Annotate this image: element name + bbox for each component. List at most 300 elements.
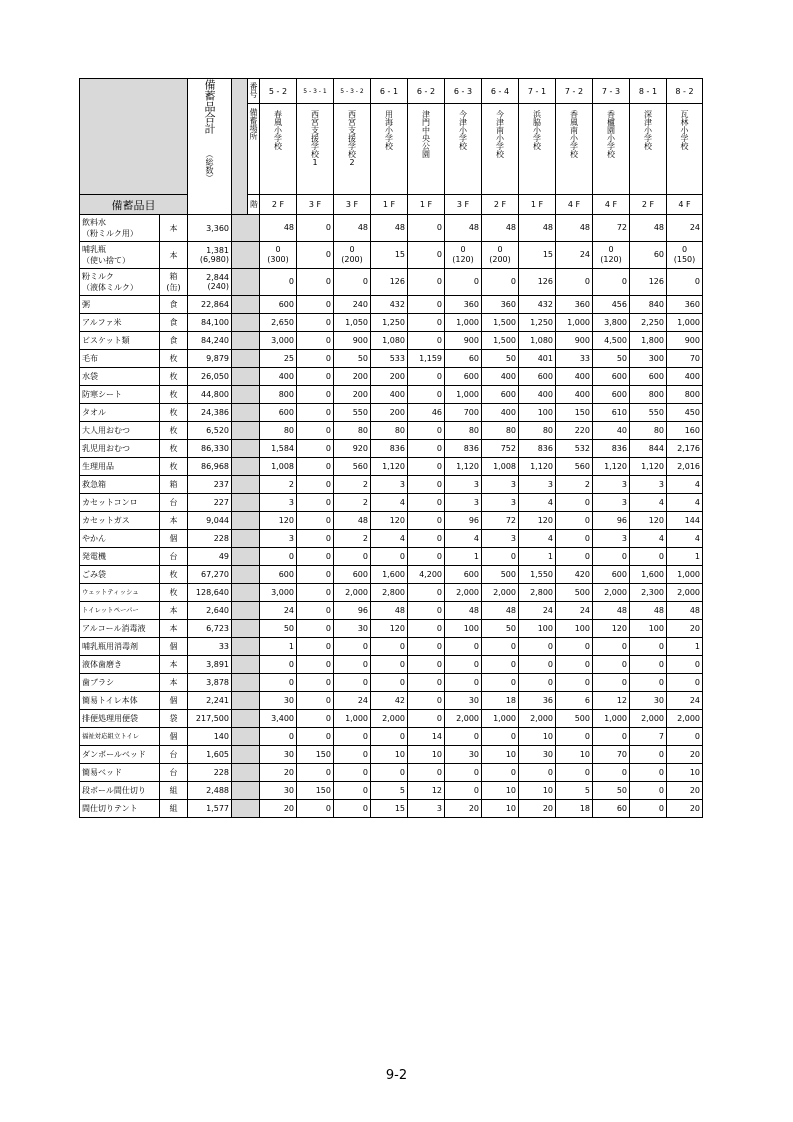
- cell-value: [260, 746, 297, 764]
- column-floor: 1 F: [371, 195, 408, 215]
- cell-value-text: 560: [574, 461, 590, 471]
- cell-value-text: 48: [653, 223, 664, 232]
- cell-value-text: 3: [510, 533, 516, 543]
- table-row: [80, 350, 703, 368]
- cell-value: [408, 404, 445, 422]
- item-total-text: 24,386: [201, 408, 229, 417]
- item-total-text: 140: [213, 732, 229, 741]
- cell-value-text: 0: [325, 533, 331, 543]
- cell-value-text: 400: [574, 371, 590, 381]
- item-total-text: 49: [218, 552, 229, 561]
- column-code: 6 - 1: [371, 79, 408, 104]
- item-unit-text: 枚: [169, 444, 178, 453]
- cell-value-text: 610: [611, 407, 627, 417]
- cell-value-text: 2: [362, 479, 368, 489]
- cell-value: [630, 710, 667, 728]
- cell-value-text: 12: [616, 695, 627, 705]
- item-unit: [160, 476, 188, 494]
- cell-value-text: 24: [357, 695, 368, 705]
- cell-value: [371, 746, 408, 764]
- cell-value: [445, 314, 482, 332]
- item-total-text: 84,100: [201, 318, 229, 327]
- cell-value: [667, 368, 703, 386]
- number-label: 番号: [249, 82, 258, 98]
- cell-value: [667, 242, 703, 269]
- cell-value-text: 48: [394, 223, 405, 232]
- cell-value-text: 4: [658, 533, 664, 543]
- column-location-label: 香風南小学校: [569, 110, 579, 158]
- cell-value-text: 844: [648, 443, 664, 453]
- cell-value-text: 0: [288, 277, 294, 286]
- cell-value: [593, 440, 630, 458]
- item-unit-text: 枚: [169, 570, 178, 579]
- cell-value: [445, 800, 482, 818]
- item-unit: [160, 782, 188, 800]
- cell-value: [445, 728, 482, 746]
- cell-value: [482, 602, 519, 620]
- cell-value: [445, 458, 482, 476]
- item-name-text: 福祉対応組立トイレ: [82, 732, 140, 740]
- cell-value-text: 96: [357, 605, 368, 615]
- item-total-text: 2,844: [206, 273, 229, 282]
- cell-value: [519, 368, 556, 386]
- cell-value: [297, 314, 334, 332]
- cell-value-text: 0: [694, 677, 700, 687]
- item-name: [80, 476, 160, 494]
- item-total: [188, 350, 232, 368]
- cell-value-text: 30: [283, 695, 294, 705]
- cell-value: [445, 494, 482, 512]
- cell-value: [408, 692, 445, 710]
- cell-value-text: 0: [399, 767, 405, 777]
- cell-value-text: 0: [473, 731, 479, 741]
- cell-value: [667, 296, 703, 314]
- cell-value: [482, 386, 519, 404]
- cell-value-text: 0: [325, 479, 331, 489]
- cell-value: [445, 242, 482, 269]
- cell-value: [556, 314, 593, 332]
- spacer-column: [232, 332, 260, 350]
- cell-value-text: 836: [611, 443, 627, 453]
- item-unit: [160, 458, 188, 476]
- cell-value: [667, 656, 703, 674]
- table-row: [80, 314, 703, 332]
- cell-value-text: 24: [283, 605, 294, 615]
- cell-value-text: 7: [658, 731, 664, 741]
- item-total-text: 9,044: [206, 516, 229, 525]
- cell-value: [371, 566, 408, 584]
- cell-value-text: 30: [468, 695, 479, 705]
- cell-value: [334, 530, 371, 548]
- item-unit: [160, 386, 188, 404]
- cell-value-text: 0: [510, 677, 516, 687]
- cell-value-text: 3: [621, 479, 627, 489]
- cell-value: [630, 782, 667, 800]
- cell-value: [371, 494, 408, 512]
- item-name: [80, 638, 160, 656]
- table-row: [80, 386, 703, 404]
- item-name-text: 簡易ベッド: [82, 768, 122, 777]
- spacer-column: [232, 476, 260, 494]
- cell-value-text: 5: [584, 785, 590, 795]
- item-total: [188, 656, 232, 674]
- cell-value: [408, 674, 445, 692]
- cell-value-text: 120: [278, 515, 294, 525]
- cell-value-text: 0: [325, 299, 331, 309]
- cell-value-text: 4: [547, 497, 553, 507]
- table-row: [80, 674, 703, 692]
- cell-value: [334, 314, 371, 332]
- cell-value: [408, 332, 445, 350]
- cell-value-text: 0: [325, 659, 331, 669]
- cell-value: [593, 764, 630, 782]
- cell-value: [445, 656, 482, 674]
- cell-value-text: 0: [325, 767, 331, 777]
- cell-value: [371, 386, 408, 404]
- cell-value-text: 1,550: [530, 569, 553, 579]
- table-row: [80, 242, 703, 269]
- table-row: [80, 584, 703, 602]
- cell-value: [630, 494, 667, 512]
- cell-value-text: 0: [584, 533, 590, 543]
- cell-value-text: 401: [537, 353, 553, 363]
- cell-value-text: 0: [325, 695, 331, 705]
- cell-value: [519, 296, 556, 314]
- cell-value: [667, 314, 703, 332]
- cell-value: [297, 350, 334, 368]
- cell-value: [334, 638, 371, 656]
- cell-value: [334, 764, 371, 782]
- cell-value: [593, 332, 630, 350]
- item-name: [80, 566, 160, 584]
- item-total-sub: (6,980): [199, 255, 229, 264]
- column-floor: 3 F: [297, 195, 334, 215]
- cell-value-text: 0: [288, 731, 294, 741]
- item-name: [80, 458, 160, 476]
- spacer-column: [232, 548, 260, 566]
- cell-value-text: 200: [352, 389, 368, 399]
- cell-value: [371, 332, 408, 350]
- column-floor: 1 F: [408, 195, 445, 215]
- cell-value: [445, 512, 482, 530]
- cell-value-text: 24: [542, 605, 553, 615]
- cell-value: [482, 746, 519, 764]
- cell-value: [297, 620, 334, 638]
- item-total: [188, 404, 232, 422]
- cell-value-text: 0: [325, 587, 331, 597]
- cell-value: [667, 710, 703, 728]
- cell-value-text: 2,000: [493, 587, 516, 597]
- item-unit: [160, 368, 188, 386]
- cell-value-text: 150: [315, 785, 331, 795]
- cell-value: [297, 728, 334, 746]
- cell-value-text: 36: [542, 695, 553, 705]
- cell-value-text: 30: [283, 785, 294, 795]
- cell-value-text: 0: [658, 803, 664, 813]
- cell-value: [630, 512, 667, 530]
- cell-value: [260, 494, 297, 512]
- cell-value: [593, 494, 630, 512]
- spacer-column: [232, 674, 260, 692]
- cell-value: [260, 566, 297, 584]
- cell-value: [667, 620, 703, 638]
- item-name: [80, 296, 160, 314]
- column-location: [408, 104, 445, 195]
- item-name: [80, 404, 160, 422]
- cell-value: [593, 638, 630, 656]
- page-number: 9-2: [385, 1068, 408, 1083]
- cell-value-text: 800: [648, 389, 664, 399]
- item-unit: [160, 656, 188, 674]
- cell-value-text: 2,176: [677, 443, 700, 453]
- item-total-text: 86,330: [201, 444, 229, 453]
- cell-value-text: 33: [579, 353, 590, 363]
- cell-value: [334, 710, 371, 728]
- cell-value-text: 126: [648, 277, 664, 286]
- cell-value: [371, 656, 408, 674]
- cell-value: [630, 548, 667, 566]
- item-unit-text: 個: [169, 732, 178, 741]
- cell-value-text: 0: [325, 461, 331, 471]
- cell-value-text: 0: [436, 605, 442, 615]
- cell-value-text: 10: [505, 803, 516, 813]
- item-name: [80, 242, 160, 269]
- cell-value: [482, 656, 519, 674]
- cell-value-text: 600: [500, 389, 516, 399]
- cell-value: [630, 638, 667, 656]
- cell-value-text: 400: [537, 389, 553, 399]
- cell-value: [297, 710, 334, 728]
- cell-value: [297, 512, 334, 530]
- cell-value-text: 500: [574, 713, 590, 723]
- item-name-sub: （液体ミルク）: [82, 283, 138, 292]
- cell-value: [556, 638, 593, 656]
- spacer-column: [232, 692, 260, 710]
- cell-value: [630, 386, 667, 404]
- item-total: [188, 782, 232, 800]
- item-name: [80, 548, 160, 566]
- cell-value-text: 0: [436, 389, 442, 399]
- item-name: [80, 530, 160, 548]
- cell-value: [445, 386, 482, 404]
- spacer-column: [232, 782, 260, 800]
- cell-value-text: 80: [542, 425, 553, 435]
- item-total-text: 128,640: [195, 588, 229, 597]
- cell-value: [556, 512, 593, 530]
- spacer-column: [232, 584, 260, 602]
- item-total: [188, 368, 232, 386]
- cell-value: [556, 269, 593, 296]
- cell-value: [667, 458, 703, 476]
- cell-value: [334, 746, 371, 764]
- cell-value-text: 72: [505, 515, 516, 525]
- column-location: [260, 104, 297, 195]
- cell-value: [482, 458, 519, 476]
- cell-value: [297, 440, 334, 458]
- cell-value-text: 3: [621, 533, 627, 543]
- cell-value: [445, 746, 482, 764]
- item-total: [188, 674, 232, 692]
- item-name: [80, 620, 160, 638]
- cell-value: [334, 476, 371, 494]
- cell-value: [519, 458, 556, 476]
- cell-value: [519, 215, 556, 242]
- cell-value-text: 0: [436, 515, 442, 525]
- cell-value: [260, 458, 297, 476]
- cell-value: [408, 764, 445, 782]
- cell-value-text: 600: [463, 569, 479, 579]
- cell-value-text: 50: [357, 353, 368, 363]
- spacer-column: [232, 512, 260, 530]
- column-location-label: 瓦林小学校: [680, 110, 689, 150]
- cell-value-text: 60: [616, 803, 627, 813]
- column-floor: 2 F: [260, 195, 297, 215]
- column-location-label: 西宮支援学校2: [347, 110, 357, 167]
- cell-value: [556, 584, 593, 602]
- cell-value-text: 0: [621, 551, 627, 561]
- cell-value: [260, 548, 297, 566]
- cell-value-text: 10: [505, 749, 516, 759]
- cell-value: [371, 215, 408, 242]
- cell-value: [297, 530, 334, 548]
- table-row: [80, 728, 703, 746]
- column-code: 7 - 2: [556, 79, 593, 104]
- cell-value: [556, 422, 593, 440]
- cell-value: [371, 692, 408, 710]
- item-total: [188, 530, 232, 548]
- column-floor: 4 F: [667, 195, 703, 215]
- cell-value-text: 0: [658, 749, 664, 759]
- cell-value: [556, 674, 593, 692]
- cell-value: [482, 548, 519, 566]
- column-floor: 1 F: [519, 195, 556, 215]
- spacer-column: [232, 368, 260, 386]
- cell-value-text: 0: [460, 245, 466, 254]
- cell-value-text: 1: [694, 641, 700, 651]
- spacer-column: [232, 386, 260, 404]
- cell-value: [519, 728, 556, 746]
- cell-value-text: 4,200: [419, 569, 442, 579]
- cell-value: [445, 602, 482, 620]
- item-total: [188, 422, 232, 440]
- cell-value: [519, 674, 556, 692]
- cell-value-text: 1,000: [493, 713, 516, 723]
- item-unit: [160, 332, 188, 350]
- cell-value-text: 1,800: [641, 335, 664, 345]
- cell-value: [297, 674, 334, 692]
- table-row: [80, 512, 703, 530]
- item-name-text: 粥: [82, 300, 90, 309]
- cell-value-text: 4: [694, 497, 700, 507]
- cell-value: [482, 512, 519, 530]
- cell-value: [297, 656, 334, 674]
- cell-value-text: 48: [394, 605, 405, 615]
- cell-value-text: 0: [621, 277, 627, 286]
- cell-value: [297, 296, 334, 314]
- cell-value: [556, 458, 593, 476]
- cell-value-text: 10: [542, 731, 553, 741]
- cell-value-text: 48: [357, 223, 368, 232]
- item-name-text: 飲料水: [82, 218, 106, 227]
- cell-value: [334, 584, 371, 602]
- cell-value: [260, 674, 297, 692]
- cell-value: [593, 710, 630, 728]
- cell-value: [297, 692, 334, 710]
- cell-value: [408, 584, 445, 602]
- cell-value: [667, 332, 703, 350]
- cell-value-text: 46: [431, 407, 442, 417]
- column-location: [667, 104, 703, 195]
- item-unit-text: 組: [169, 786, 178, 795]
- item-total-text: 84,240: [201, 336, 229, 345]
- cell-value-text: 1,000: [345, 713, 368, 723]
- cell-value: [667, 440, 703, 458]
- item-unit-text: 台: [169, 768, 178, 777]
- cell-value: [371, 296, 408, 314]
- cell-value: [482, 215, 519, 242]
- cell-value-text: 3: [547, 479, 553, 489]
- item-unit: [160, 404, 188, 422]
- cell-value-text: 2: [288, 479, 294, 489]
- cell-value-text: 1,120: [530, 461, 553, 471]
- item-unit-text: 本: [169, 516, 178, 525]
- cell-value-text: 3: [510, 479, 516, 489]
- cell-value-text: 80: [283, 425, 294, 435]
- cell-value: [260, 710, 297, 728]
- cell-value: [445, 530, 482, 548]
- cell-value-text: 1,008: [493, 461, 516, 471]
- cell-value: [630, 269, 667, 296]
- item-total-text: 2,488: [206, 786, 229, 795]
- cell-value-text: 160: [684, 425, 700, 435]
- cell-value: [408, 440, 445, 458]
- cell-value: [482, 476, 519, 494]
- item-name: [80, 674, 160, 692]
- cell-value: [260, 602, 297, 620]
- cell-value: [667, 530, 703, 548]
- cell-value-text: 0: [510, 277, 516, 286]
- item-total: [188, 512, 232, 530]
- item-name-text: 段ボール間仕切り: [82, 786, 146, 795]
- cell-value: [334, 800, 371, 818]
- cell-value-text: 1: [473, 551, 479, 561]
- cell-value: [445, 404, 482, 422]
- cell-value-text: 120: [389, 623, 405, 633]
- cell-value: [667, 512, 703, 530]
- item-unit-text: 台: [169, 552, 178, 561]
- cell-value: [519, 476, 556, 494]
- table-row: [80, 332, 703, 350]
- item-unit-text: 組: [169, 804, 178, 813]
- cell-value: [297, 404, 334, 422]
- item-unit-text: 食: [169, 300, 178, 309]
- cell-value: [556, 710, 593, 728]
- cell-value-text: 20: [542, 803, 553, 813]
- item-unit-text: 本: [169, 606, 178, 615]
- cell-value-text: 0: [362, 731, 368, 741]
- cell-value: [593, 458, 630, 476]
- cell-value-text: 50: [616, 785, 627, 795]
- cell-value-sub: (200): [341, 255, 363, 264]
- cell-value: [482, 530, 519, 548]
- cell-value-text: 0: [584, 659, 590, 669]
- item-total-sub: (240): [207, 282, 229, 291]
- item-name-text: ウェットティッシュ: [82, 588, 139, 596]
- cell-value-text: 0: [362, 277, 368, 286]
- cell-value-text: 20: [689, 785, 700, 795]
- cell-value-text: 533: [389, 353, 405, 363]
- table-row: [80, 215, 703, 242]
